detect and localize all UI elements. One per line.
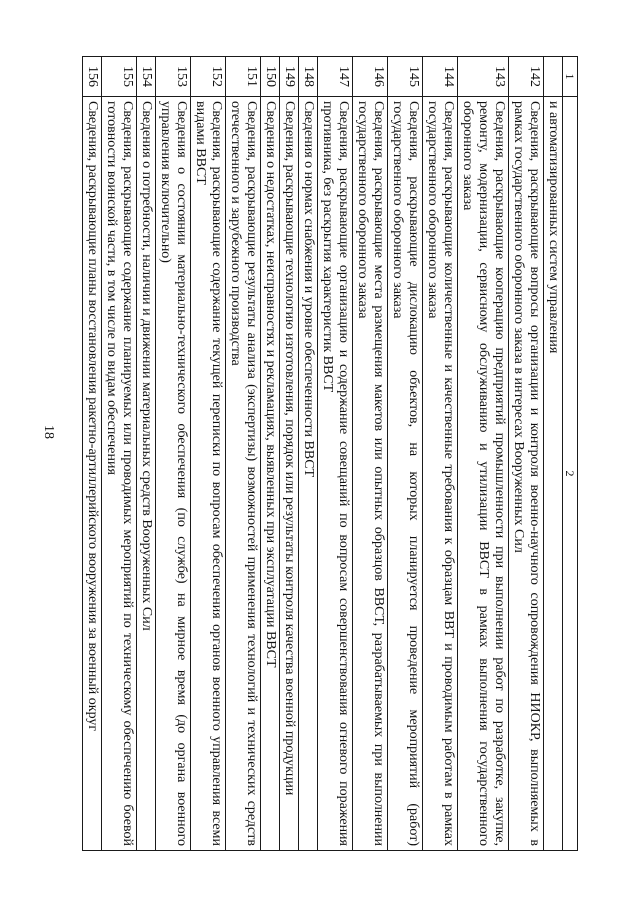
table-row bbox=[261, 57, 280, 851]
row-number-cell: 144 bbox=[423, 57, 458, 97]
row-number-cell: 142 bbox=[509, 57, 544, 97]
table-row-continuation bbox=[544, 57, 563, 851]
row-text-cell: Сведения о потребности, наличии и движении материальных средств Вооруженных Сил bbox=[137, 97, 156, 851]
row-text-cell: Сведения о недостатках, неисправностях и рекламациях, выявленных при эксплуатации ВВСТ bbox=[261, 97, 280, 851]
row-text-cell: Сведения, раскрывающие количественные и качественные требования к образцам ВВТ и проводимым работам в рамках государственного оборонного заказа bbox=[423, 97, 458, 851]
table-row bbox=[353, 57, 388, 851]
row-number-cell: 149 bbox=[280, 57, 299, 97]
row-number-cell bbox=[544, 57, 563, 97]
table-row bbox=[226, 57, 261, 851]
row-number-cell: 150 bbox=[261, 57, 280, 97]
row-text-cell: Сведения, раскрывающие содержание планируемых или проводимых мероприятий по техническому обеспечению боевой готовности воинской части, в том числе по видам обеспечения bbox=[102, 97, 137, 851]
row-number-cell: 152 bbox=[191, 57, 226, 97]
row-text-cell: Сведения, раскрывающие дислокацию объектов, на которых планируется проведение мероприятий (работ) государственного оборонного заказа bbox=[388, 97, 423, 851]
table-row bbox=[299, 57, 318, 851]
document-table-container bbox=[85, 56, 578, 851]
row-text-cell: Сведения, раскрывающие результаты анализа (экспертизы) возможностей применения технологий и технических средств отечественного и зарубежного производства bbox=[226, 97, 261, 851]
table-row bbox=[83, 57, 102, 851]
table-row bbox=[102, 57, 137, 851]
table-row bbox=[458, 57, 509, 851]
row-number-cell: 147 bbox=[318, 57, 353, 97]
table-row bbox=[191, 57, 226, 851]
row-number-cell: 146 bbox=[353, 57, 388, 97]
row-text-cell: Сведения, раскрывающие организацию и содержание совещаний по вопросам совершенствования огневого поражения противника, без раскрытия характеристик ВВСТ bbox=[318, 97, 353, 851]
row-text-cell: Сведения, раскрывающие кооперацию предприятий промышленности при выполнении работ по разработке, закупке, ремонту, модернизации, сервисному обслуживанию и утилизации ВВСТ в рамках выполнения государственного оборонного заказа bbox=[458, 97, 509, 851]
row-number-cell: 148 bbox=[299, 57, 318, 97]
row-number-cell: 153 bbox=[156, 57, 191, 97]
page-number: 18 bbox=[41, 425, 56, 439]
document-table bbox=[82, 56, 578, 851]
row-number-cell: 154 bbox=[137, 57, 156, 97]
row-text-cell: Сведения о нормах снабжения и уровне обеспеченности ВВСТ bbox=[299, 97, 318, 851]
row-text-cell: Сведения, раскрывающие технологию изготовления, порядок или результаты контроля качества военной продукции bbox=[280, 97, 299, 851]
row-text-cell: Сведения, раскрывающие содержание текущей переписки по вопросам обеспечения органов военного управления всеми видами ВВСТ bbox=[191, 97, 226, 851]
row-number-cell: 145 bbox=[388, 57, 423, 97]
table-row bbox=[423, 57, 458, 851]
row-number-cell: 151 bbox=[226, 57, 261, 97]
table-row bbox=[509, 57, 544, 851]
row-number-cell: 155 bbox=[102, 57, 137, 97]
table-row bbox=[156, 57, 191, 851]
table-header-row bbox=[563, 57, 578, 851]
row-text-cell: Сведения о состоянии материально-технического обеспечения (по службе) на мирное время (до органа военного управления включительно) bbox=[156, 97, 191, 851]
table-row bbox=[318, 57, 353, 851]
header-cell-number: 1 bbox=[563, 57, 578, 97]
header-cell-text: 2 bbox=[563, 97, 578, 851]
row-text-cell: и автоматизированных систем управления bbox=[544, 97, 563, 851]
row-text-cell: Сведения, раскрывающие вопросы организации и контроля военно-научного сопровождения НИОКР, выполняемых в рамках государственного оборонного заказа в интересах Вооруженных Сил bbox=[509, 97, 544, 851]
table-row bbox=[280, 57, 299, 851]
row-number-cell: 156 bbox=[83, 57, 102, 97]
table-row bbox=[388, 57, 423, 851]
row-text-cell: Сведения, раскрывающие планы восстановления ракетно-артиллерийского вооружения за военный округ bbox=[83, 97, 102, 851]
row-text-cell: Сведения, раскрывающие места размещения макетов или опытных образцов ВВСТ, разрабатываемых при выполнении государственного оборонного заказа bbox=[353, 97, 388, 851]
row-number-cell: 143 bbox=[458, 57, 509, 97]
table-row bbox=[137, 57, 156, 851]
